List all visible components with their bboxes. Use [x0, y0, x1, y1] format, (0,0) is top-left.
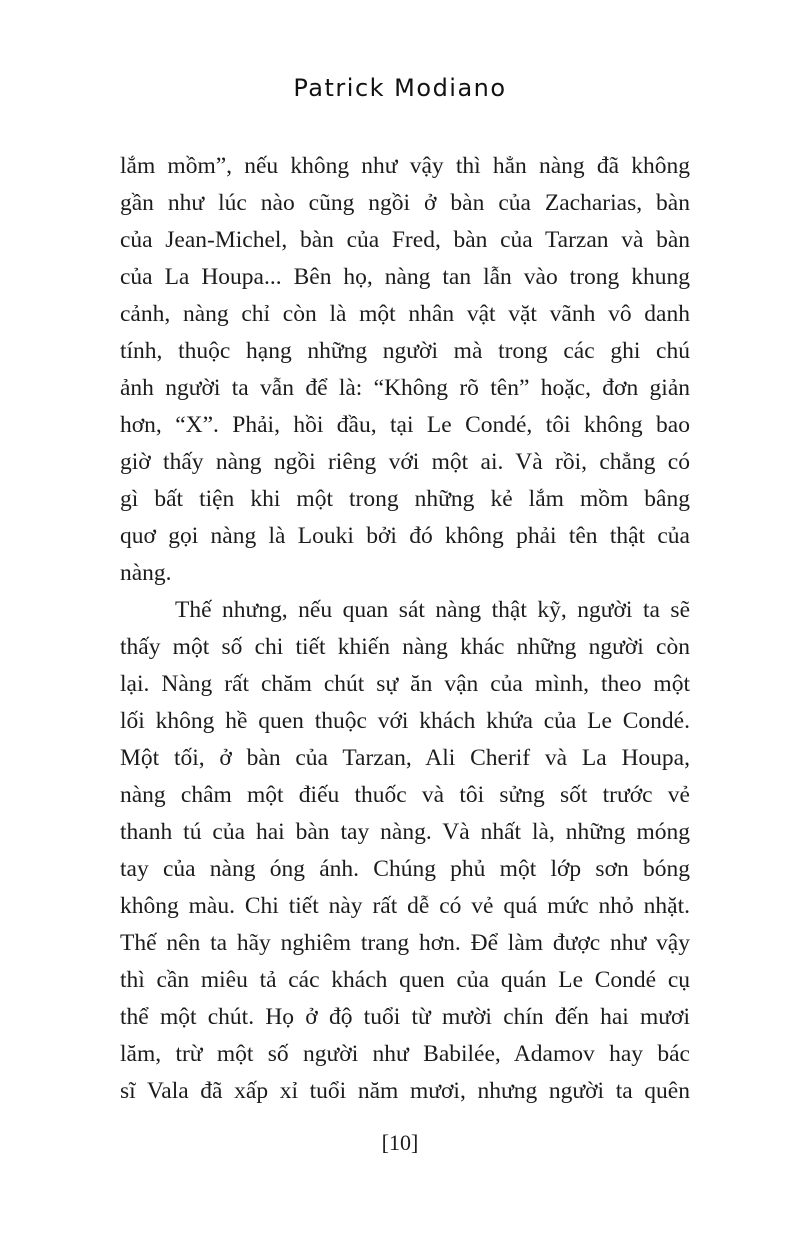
text-line: thanh tú của hai bàn tay nàng. Và nhất là, những móng: [120, 819, 690, 845]
text-line: nàng.: [120, 560, 172, 586]
text-line: Một tối, ở bàn của Tarzan, Ali Cherif và La Houpa,: [120, 745, 690, 771]
text-line: nàng châm một điếu thuốc và tôi sửng sốt trước vẻ: [120, 782, 690, 808]
text-line: của Jean-Michel, bàn của Fred, bàn của Tarzan và bàn: [120, 227, 690, 253]
page-number: [10]: [381, 1130, 419, 1155]
body-text: [120, 148, 690, 1110]
running-head-author: Patrick Modiano: [293, 74, 507, 102]
text-line: tay của nàng óng ánh. Chúng phủ một lớp sơn bóng: [120, 856, 690, 882]
text-line: tính, thuộc hạng những người mà trong các ghi chú: [120, 338, 690, 364]
text-line: của La Houpa... Bên họ, nàng tan lẫn vào trong khung: [120, 264, 690, 290]
text-line: thể một chút. Họ ở độ tuổi từ mười chín đến hai mươi: [120, 1004, 690, 1030]
text-line: Thế nhưng, nếu quan sát nàng thật kỹ, người ta sẽ: [175, 597, 690, 623]
text-line: quơ gọi nàng là Louki bởi đó không phải tên thật của: [120, 523, 690, 549]
text-line: không màu. Chi tiết này rất dễ có vẻ quá mức nhỏ nhặt.: [120, 893, 690, 919]
text-line: cảnh, nàng chỉ còn là một nhân vật vặt vãnh vô danh: [120, 301, 690, 327]
text-line: giờ thấy nàng ngồi riêng với một ai. Và rồi, chẳng có: [120, 449, 690, 475]
text-line: lối không hề quen thuộc với khách khứa của Le Condé.: [120, 708, 690, 734]
text-line: Thế nên ta hãy nghiêm trang hơn. Để làm được như vậy: [120, 930, 690, 956]
text-line: hơn, “X”. Phải, hồi đầu, tại Le Condé, tôi không bao: [120, 412, 690, 438]
paragraph: [120, 148, 690, 592]
text-line: gần như lúc nào cũng ngồi ở bàn của Zacharias, bàn: [120, 190, 690, 216]
text-line: thì cần miêu tả các khách quen của quán Le Condé cụ: [120, 967, 690, 993]
text-line: lăm, trừ một số người như Babilée, Adamov hay bác: [120, 1041, 690, 1067]
text-line: ảnh người ta vẫn để là: “Không rõ tên” hoặc, đơn giản: [120, 375, 690, 401]
paragraph: [120, 592, 690, 1110]
text-line: gì bất tiện khi một trong những kẻ lắm mồm bâng: [120, 486, 690, 512]
text-line: lắm mồm”, nếu không như vậy thì hẳn nàng đã không: [120, 153, 690, 179]
text-line: thấy một số chi tiết khiến nàng khác những người còn: [120, 634, 690, 660]
text-line: lại. Nàng rất chăm chút sự ăn vận của mình, theo một: [120, 671, 690, 697]
text-line: sĩ Vala đã xấp xỉ tuổi năm mươi, nhưng người ta quên: [120, 1078, 690, 1104]
